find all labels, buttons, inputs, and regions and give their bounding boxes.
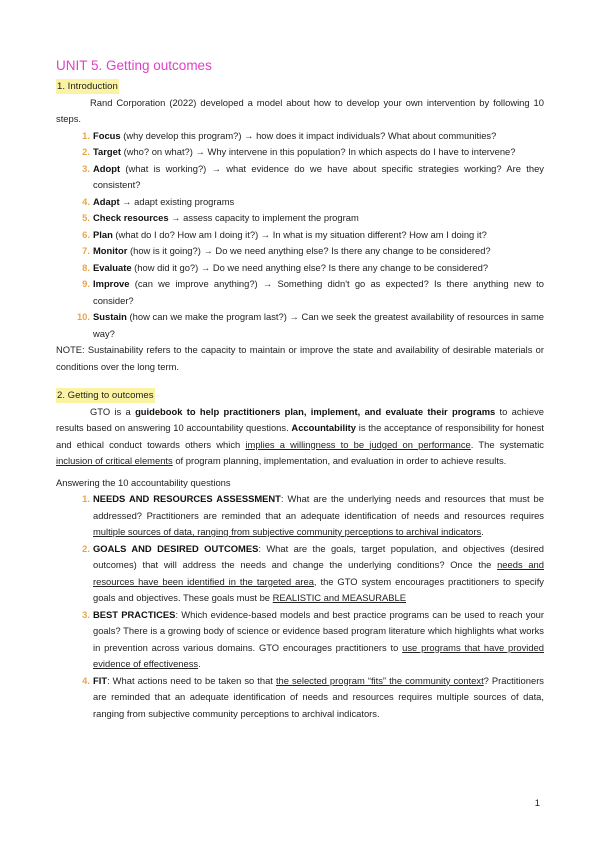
section-introduction [56,78,544,375]
intro-paragraph: Rand Corporation (2022) developed a model about how to develop your own intervention by following 10 steps. [56,96,544,124]
list-item: 3. Adopt (what is working?) → what evidence do we have about specific strategies working? Are they consistent? [82,162,544,190]
list-item: 9. Improve (can we improve anything?) → Something didn't go as expected? Is there anything new to consider? [82,278,544,306]
list-item: 3. BEST PRACTICES: Which evidence-based models and best practice programs can be used to reach your goals? There is a growing body of science or evidence based program literature which highlights what works in prevention across various domains. GTO encourages practitioners to use programs that have provided evidence of effectiveness. [82,608,545,669]
list-item: 1. NEEDS AND RESOURCES ASSESSMENT: What are the underlying needs and resources that must be addressed? Practitioners are reminded that an adequate identification of needs and resources requires multiple sources of data, ranging from subjective community perceptions to archival indicators. [82,493,544,537]
list-item: 1. Focus (why develop this program?) → how does it impact individuals? What about communities? [82,129,497,141]
list-item: 4. Adapt → adapt existing programs [82,195,235,207]
list-item: 10. Sustain (how can we make the program last?) → Can we seek the greatest availability of resources in same way? [76,311,544,339]
gto-paragraph: GTO is a guidebook to help practitioners plan, implement, and evaluate their programs to achieve results based on answering 10 accountability questions. Accountability is the acceptance of responsibility for honest and ethical conduct towards others which implies a willingness to be judged on performance. The systematic inclusion of critical elements of program planning, implementation, and evaluation in order to achieve results. [56,405,544,466]
list-item: 5. Check resources → assess capacity to implement the program [82,212,359,223]
list-item: 2. Target (who? on what?) → Why intervene in this population? In which aspects do I have to intervene? [82,146,516,157]
accountability-questions-list [74,491,544,722]
questions-intro: Answering the 10 accountability questions [56,476,231,488]
unit-title: UNIT 5. Getting outcomes [56,58,212,73]
page-number: 1 [534,798,540,809]
document-page [56,56,544,722]
list-item: 2. GOALS AND DESIRED OUTCOMES: What are the goals, target population, and objectives (desired outcomes) that will address the needs and change the underlying conditions? Once the needs and resources have been identified in the targeted area, the GTO system encourages practitioners to specify goals and objectives. These goals must be REALISTIC and MEASURABLE [82,542,545,603]
list-item: 7. Monitor (how is it going?) → Do we need anything else? Is there any change to be considered? [82,245,491,256]
section-heading-introduction: 1. Introduction [57,81,118,92]
section-heading-getting-to-outcomes: 2. Getting to outcomes [57,390,154,401]
steps-list [74,128,544,343]
section-getting-to-outcomes [56,387,544,722]
list-item: 8. Evaluate (how did it go?) → Do we need anything else? Is there any change to be considered? [82,261,489,273]
sustainability-note: NOTE: Sustainability refers to the capacity to maintain or improve the state and availability of desirable materials or conditions over the long term. [56,344,544,372]
list-item: 6. Plan (what do I do? How am I doing it?) → In what is my situation different? How am I doing it? [82,228,487,240]
list-item: 4. FIT: What actions need to be taken so that the selected program “fits” the community context? Practitioners are reminded that an adequate identification of needs and resources requires multiple sources of data, ranging from subjective community perceptions to archival indicators. [82,674,544,719]
